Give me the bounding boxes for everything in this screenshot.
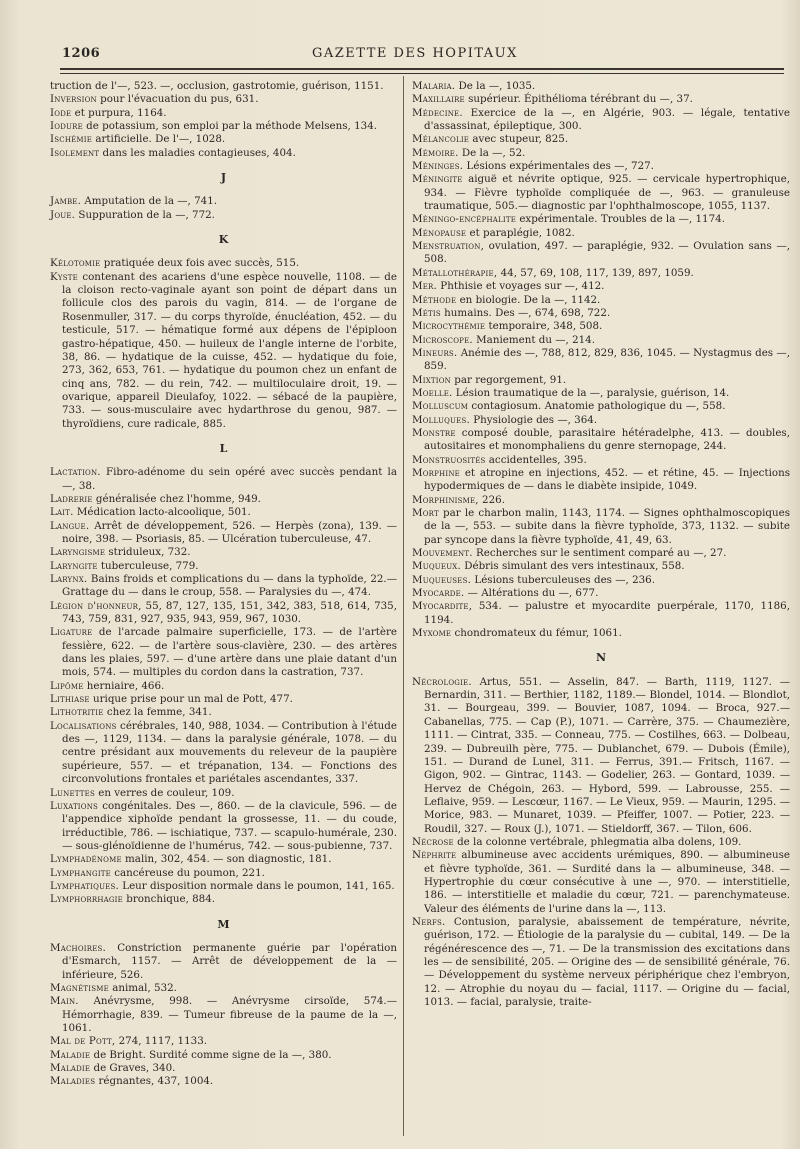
entry-text: De la —, 1035.: [455, 80, 536, 92]
entry-text: Exercice de la —, en Algérie, 903. — légale, tentative d'assassinat, épileptique, 300.: [424, 106, 790, 133]
index-entry: [50, 626, 397, 679]
entry-text: contagiosum. Anatomie pathologique du —, 558.: [468, 400, 726, 413]
entry-text: artificielle. De l'—, 1028.: [92, 133, 226, 146]
entry-text: contenant des acariens d'une espèce nouvelle, 1108. — de la cloison recto-vaginale ayant son point de départ dans un follicule clos des parois du vagin, 814. — de l'organe de Rosenmuller, 317. — du corps thyroïde, énucléation, 452. — du testicule, 517. — hématique formé aux dépens de l'épiploon gastro-hépatique, 450. — huileux de l'angle interne de l'orbite, 38, 86. — hydatique de la cuisse, 452. — hydatique du foie, 273, 362, 653, 761. — hydatique du poumon chez un enfant de cinq ans, 782. — du rein, 742. — multiloculaire droit, 19. — ovarique, appareil Dieulafoy, 1022. — sébacé de la paupière, 733. — sous-musculaire avec hydarthrose du genou, 987. — thyroïdiens, cure radicale, 885.: [62, 270, 397, 430]
entry-text: Fibro-adénome du sein opéré avec succès pendant la —, 38.: [62, 466, 397, 492]
entry-headword: Mouvement.: [412, 547, 473, 560]
entry-text: dans les maladies contagieuses, 404.: [99, 146, 296, 159]
index-entry: [50, 800, 397, 853]
entry-headword: Langue.: [50, 519, 90, 532]
entry-text: et purpura, 1164.: [71, 106, 167, 119]
entry-text: expérimentale. Troubles de la —, 1174.: [516, 213, 725, 226]
index-entry: [412, 676, 790, 836]
entry-text: Maniement du —, 214.: [472, 333, 595, 346]
entry-text: 55, 87, 127, 135, 151, 342, 383, 518, 614, 735, 743, 759, 831, 927, 935, 943, 959, 967, 1030.: [62, 599, 397, 626]
entry-headword: Ligature: [50, 626, 93, 639]
entry-text: Leur disposition normale dans le poumon, 141, 165.: [118, 879, 395, 892]
index-entry: [50, 853, 397, 866]
entry-headword: Iode: [50, 106, 72, 119]
section-letter: K: [218, 233, 229, 247]
index-entry: [412, 320, 790, 333]
entry-headword: Ménopause: [412, 226, 467, 239]
entry-text: généralisée chez l'homme, 949.: [92, 492, 261, 505]
entry-headword: Joue.: [50, 208, 76, 221]
entry-text: 534. — palustre et myocardite puerpérale, 1170, 1186, 1194.: [424, 600, 790, 626]
index-entry: [50, 195, 397, 208]
header-rule-thin: [60, 73, 784, 74]
entry-text: Amputation de la —, 741.: [81, 195, 218, 208]
entry-headword: Lait.: [50, 506, 74, 519]
index-entry: [50, 1075, 397, 1088]
entry-headword: Métis: [412, 306, 441, 319]
entry-text: humains. Des —, 674, 698, 722.: [440, 306, 611, 319]
index-entry: [412, 160, 790, 173]
entry-headword: Maladie: [50, 1048, 91, 1061]
entry-headword: Laryngite: [50, 559, 98, 572]
entry-headword: Méninges.: [412, 160, 464, 173]
section-letter: N: [595, 651, 607, 665]
entry-text: Lésions expérimentales des —, 727.: [463, 160, 654, 173]
entry-text: en verres de couleur, 109.: [94, 786, 235, 799]
entry-headword: Lunettes: [50, 786, 95, 799]
entry-text: 274, 1117, 1133.: [115, 1035, 208, 1048]
entry-headword: Lithotritie: [50, 706, 104, 719]
index-entry: [412, 374, 790, 387]
index-entry: [50, 80, 397, 93]
entry-headword: Maladies: [50, 1075, 96, 1088]
entry-headword: Lymphatiques.: [50, 879, 119, 892]
entry-headword: Nerfs.: [412, 915, 446, 928]
index-entry: [50, 133, 397, 146]
entry-headword: Mal de Pott,: [50, 1035, 116, 1048]
index-entry: [412, 227, 790, 240]
entry-headword: Moelle.: [412, 386, 453, 399]
page-number: 1206: [62, 46, 101, 61]
entry-text: chondromateux du fémur, 1061.: [451, 627, 622, 640]
entry-text: Constriction permanente guérie par l'opération d'Esmarch, 1157. — Arrêt de développement de la — inférieure, 526.: [62, 941, 397, 981]
index-entry: [412, 916, 790, 1009]
entry-text: tuberculeuse, 779.: [97, 559, 199, 572]
index-entry: [412, 294, 790, 307]
entry-headword: Ischémie: [50, 133, 93, 146]
entry-headword: Mixtion: [412, 373, 451, 386]
entry-text: de la colonne vertébrale, phlegmatia alba dolens, 109.: [453, 835, 742, 848]
entry-headword: Magnétisme: [50, 981, 109, 994]
index-entry: [412, 547, 790, 560]
entry-headword: Mort: [412, 507, 439, 519]
entry-headword: Malaria.: [412, 80, 456, 92]
entry-headword: Méningite: [412, 173, 463, 186]
index-entry: [50, 257, 397, 270]
entry-text: 44, 57, 69, 108, 117, 139, 897, 1059.: [497, 266, 694, 279]
entry-headword: Nécrose: [412, 835, 454, 848]
entry-text: urique prise pour un mal de Pott, 477.: [89, 693, 293, 706]
entry-text: cérébrales, 140, 988, 1034. — Contribution à l'étude des —, 1129, 1134. — dans la paralysie générale, 1078. — du centre présidant aux mouvements du releveur de la paupière supérieure, 557. — et trépanation, 134. — Fonctions des circonvolutions frontales et pariétales ascendantes, 337.: [62, 719, 397, 786]
index-entry: [50, 493, 397, 506]
entry-text: Physiologie des —, 364.: [469, 413, 598, 426]
index-entry: [412, 147, 790, 160]
entry-headword: Main.: [50, 995, 79, 1008]
index-entry: [412, 213, 790, 226]
entry-headword: Lactation.: [50, 466, 101, 479]
entry-headword: Kyste: [50, 270, 78, 283]
index-entry: [412, 387, 790, 400]
entry-headword: Localisations: [50, 719, 117, 732]
entry-headword: Larynx.: [50, 573, 88, 585]
index-entry: [412, 334, 790, 347]
entry-text: ovulation, 497. — paraplégie, 932. — Ovulation sans —, 508.: [424, 240, 790, 266]
entry-headword: Mineurs.: [412, 346, 458, 359]
entry-text: animal, 532.: [108, 981, 177, 994]
index-entry: [412, 507, 790, 547]
index-entry: [50, 787, 397, 800]
entry-headword: Isolement: [50, 146, 100, 159]
entry-text: avec stupeur, 825.: [469, 133, 569, 146]
entry-text: Bains froids et complications du — dans la typhoïde, 22.— Grattage du — dans le croup, 558. — Paralysies du —, 474.: [62, 573, 397, 599]
entry-headword: Molluques.: [412, 413, 470, 426]
entry-headword: Nécrologie.: [412, 675, 472, 688]
entry-text: de Graves, 340.: [90, 1062, 176, 1075]
index-entry: [50, 982, 397, 995]
entry-headword: Ladrerie: [50, 492, 93, 505]
index-entry: [50, 720, 397, 787]
page-header: [62, 44, 782, 68]
entry-headword: Kélotomie: [50, 257, 101, 270]
index-entry: [412, 587, 790, 600]
entry-text: temporaire, 348, 508.: [485, 320, 603, 333]
entry-headword: Maxillaire: [412, 93, 465, 106]
index-entry: [412, 414, 790, 427]
index-entry: [412, 173, 790, 213]
index-entry: [412, 107, 790, 134]
entry-headword: Néphrite: [412, 849, 457, 862]
entry-headword: Légion d'honneur,: [50, 599, 142, 612]
index-entry: [50, 546, 397, 559]
entry-text: par regorgement, 91.: [451, 373, 567, 386]
entry-text: aiguë et névrite optique, 925. — cervicale hypertrophique, 934. — Fièvre typhoïde compliquée de —, 963. — granuleuse traumatique, 505.— diagnostic par l'ophthalmoscope, 1055, 1137.: [424, 173, 790, 213]
entry-text: De la —, 52.: [458, 146, 526, 159]
entry-text: régnantes, 437, 1004.: [95, 1075, 214, 1088]
entry-text: — Altérations du —, 677.: [464, 587, 599, 600]
index-entry: [412, 560, 790, 573]
index-entry: [50, 600, 397, 627]
index-entry: [50, 209, 397, 222]
entry-headword: Méningo-encéphalite: [412, 213, 517, 226]
index-entry: [50, 147, 397, 160]
entry-text: de l'arcade palmaire superficielle, 173. — de l'artère fessière, 622. — de l'artère sous-clavière, 230. — des artères dans les plaies, 597. — d'une artère dans une plaie datant d'un mois, 574. — multiples du cordon dans la castration, 737.: [62, 626, 397, 679]
entry-headword: Méthode: [412, 293, 457, 306]
entry-text: de potassium, son emploi par la méthode Melsens, 134.: [82, 120, 378, 133]
index-entry: [50, 893, 397, 906]
section-letter: L: [219, 441, 228, 455]
entry-text: Recherches sur le sentiment comparé au —, 27.: [472, 547, 727, 560]
column-divider: [403, 76, 404, 1136]
index-entry: [50, 506, 397, 519]
index-entry: [412, 400, 790, 413]
entry-headword: Myocardite,: [412, 600, 473, 613]
index-entry: [50, 867, 397, 880]
index-entry: [50, 573, 397, 600]
entry-text: truction de l'—, 523. —, occlusion, gastrotomie, guérison, 1151.: [50, 80, 384, 92]
entry-headword: Monstre: [412, 426, 456, 439]
entry-headword: Muqueuses.: [412, 573, 472, 586]
entry-text: Débris simulant des vers intestinaux, 558.: [460, 560, 685, 573]
entry-headword: Menstruation,: [412, 240, 485, 253]
right-column: [412, 80, 790, 1009]
entry-headword: Métallothérapie,: [412, 266, 498, 279]
entry-text: Anévrysme, 998. — Anévrysme cirsoïde, 574.— Hémorrhagie, 839. — Tumeur fibreuse de la paume de la —, 1061.: [62, 995, 397, 1034]
entry-text: Suppuration de la —, 772.: [75, 208, 215, 221]
index-entry: [412, 267, 790, 280]
entry-text: par le charbon malin, 1143, 1174. — Signes ophthalmoscopiques de la —, 553. — subite dans la fièvre typhoïde, 373, 1132. — subite par syncope dans la fièvre typhoïde, 41, 49, 63.: [424, 507, 790, 546]
entry-text: Anémie des —, 788, 812, 829, 836, 1045. — Nystagmus des —, 859.: [424, 346, 790, 373]
entry-text: Contusion, paralysie, abaissement de température, névrite, guérison, 172. — Étiologie de la paralysie du — cubital, 149. — De la régénérescence des —, 71. — De la transmission des excitations dans les — de sensibilité, 205. — Origine des — de sensibilité générale, 76. — Développement du système nerveux périphérique chez l'embryon, 12. — Atrophie du noyau du — facial, 1117. — Origine du — facial, 1013. — facial, paralysie, traite-: [424, 915, 790, 1009]
entry-text: composé double, parasitaire hétéradelphe, 413. — doubles, autositaires et monomphaliens du genre sternopage, 244.: [424, 426, 790, 453]
index-entry: [412, 427, 790, 454]
entry-headword: Monstruosités: [412, 453, 486, 466]
index-entry: [50, 942, 397, 982]
entry-text: 226.: [478, 493, 505, 506]
left-column: [50, 80, 397, 1089]
entry-text: Arrêt de développement, 526. — Herpès (zona), 139. — noire, 398. — Psoriasis, 85. — Ulcération tuberculeuse, 47.: [62, 519, 397, 545]
entry-headword: Microcythémie: [412, 320, 486, 333]
entry-headword: Machoires.: [50, 941, 107, 954]
entry-text: chez la femme, 341.: [103, 706, 212, 719]
index-entry: [50, 93, 397, 106]
index-entry: [412, 307, 790, 320]
entry-headword: Inversion: [50, 93, 97, 106]
entry-text: pour l'évacuation du pus, 631.: [96, 93, 259, 106]
index-entry: [412, 240, 790, 267]
entry-headword: Lymphadénome: [50, 853, 122, 866]
index-entry: [412, 347, 790, 374]
index-entry: [412, 93, 790, 106]
entry-headword: Muqueux.: [412, 560, 461, 573]
entry-headword: Luxations: [50, 799, 99, 812]
entry-headword: Microscope.: [412, 333, 473, 346]
entry-text: pratiquée deux fois avec succès, 515.: [100, 257, 300, 270]
entry-headword: Iodure: [50, 120, 83, 133]
header-rule: [60, 68, 784, 70]
index-entry: [412, 467, 790, 494]
index-entry: [412, 574, 790, 587]
entry-headword: Médecine.: [412, 106, 463, 119]
entry-text: Lésions tuberculeuses des —, 236.: [471, 573, 655, 586]
entry-headword: Morphine: [412, 466, 460, 479]
index-entry: [412, 600, 790, 627]
index-entry: [412, 494, 790, 507]
entry-text: Artus, 551. — Asselin, 847. — Barth, 1119, 1127. — Bernardin, 311. — Berthier, 1182, 1189.— Blondel, 1014. — Blondlot, 31. — Bourgeau, 399. — Bouvier, 1087, 1094. — Broca, 927.— Cabanellas, 775. — Cap (P.), 1071. — Carrère, 375. — Chaumezière, 1111. — Cintrat, 335. — Conneau, 775. — Costilhes, 663. — Dolbeau, 239. — Dubreuilh père, 775. — Dublanchet, 679. — Dubois (Émile), 151. — Durand de Lunel, 311. — Ferrus, 391.— Fritsch, 1167. — Gigon, 902. — Gintrac, 1143. — Godelier, 263. — Gontard, 1039. — Hervez de Chégoin, 263. — Hybord, 599. — Labrousse, 255. — Leflaive, 959. — Lescœur, 1167. — Le Vieux, 959. — Maurin, 1295. — Morice, 983. — Munaret, 1039. — Pfeiffer, 1007. — Potier, 223. — Roudil, 327. — Roux (J.), 1071. — Stieldorff, 367. — Tilon, 606.: [424, 675, 790, 835]
entry-headword: Lithiase: [50, 693, 90, 706]
entry-text: striduleux, 732.: [105, 546, 191, 559]
entry-text: et paraplégie, 1082.: [466, 226, 575, 239]
index-entry: [412, 454, 790, 467]
entry-headword: Mer.: [412, 280, 437, 293]
section-letter: M: [217, 917, 230, 931]
entry-text: en biologie. De la —, 1142.: [456, 293, 601, 306]
entry-text: herniaire, 466.: [83, 679, 165, 692]
index-entry: [50, 880, 397, 893]
entry-text: Phthisie et voyages sur —, 412.: [437, 280, 605, 293]
index-entry: [50, 560, 397, 573]
index-entry: [50, 107, 397, 120]
index-entry: [50, 271, 397, 431]
entry-headword: Lymphangite: [50, 866, 111, 879]
index-entry: [412, 849, 790, 916]
entry-text: albumineuse avec accidents urémiques, 890. — albumineuse et fièvre typhoïde, 361. — Surdité dans la — albumineuse, 348. — Hypertrophie du cœur consécutive à une —, 970. — interstitielle, 186. — interstitielle et maladie du cœur, 721. — parenchymateuse. Valeur des éléments de l'urine dans la —, 113.: [424, 849, 790, 915]
index-entry: [50, 706, 397, 719]
index-entry: [412, 280, 790, 293]
index-entry: [50, 120, 397, 133]
entry-headword: Laryngisme: [50, 546, 106, 559]
entry-headword: Morphinisme,: [412, 493, 479, 506]
index-entry: [412, 627, 790, 640]
index-entry: [412, 836, 790, 849]
page-title: GAZETTE DES HOPITAUX: [312, 46, 518, 61]
entry-headword: Myxome: [412, 627, 452, 640]
entry-text: accidentelles, 395.: [485, 453, 587, 466]
entry-headword: Molluscum: [412, 400, 469, 413]
entry-headword: Lymphorrhagie: [50, 893, 123, 906]
entry-headword: Lipôme: [50, 679, 84, 692]
entry-text: malin, 302, 454. — son diagnostic, 181.: [121, 853, 332, 866]
index-entry: [50, 680, 397, 693]
index-entry: [50, 1035, 397, 1048]
entry-headword: Maladie: [50, 1062, 91, 1075]
entry-text: de Bright. Surdité comme signe de la —, 380.: [90, 1048, 332, 1061]
entry-text: supérieur. Épithélioma térébrant du —, 37.: [464, 93, 693, 106]
entry-headword: Jambe.: [50, 195, 82, 208]
index-entry: [50, 995, 397, 1035]
index-entry: [50, 466, 397, 493]
section-letter: J: [220, 171, 227, 185]
index-entry: [50, 693, 397, 706]
entry-headword: Mélancolie: [412, 133, 470, 146]
index-entry: [412, 133, 790, 146]
index-entry: [50, 1049, 397, 1062]
entry-text: Médication lacto-alcoolique, 501.: [73, 506, 251, 519]
entry-headword: Mémoire.: [412, 146, 459, 159]
entry-headword: Myocarde.: [412, 587, 465, 600]
index-entry: [412, 80, 790, 93]
index-entry: [50, 520, 397, 547]
entry-text: Lésion traumatique de la —, paralysie, guérison, 14.: [452, 386, 730, 399]
entry-text: congénitales. Des —, 860. — de la clavicule, 596. — de l'appendice xiphoïde pendant la grossesse, 11. — du coude, irréductible, 786. — ischiatique, 737. — scapulo-humérale, 230. — sous-glénoïdienne de l'humérus, 742. — sous-pubienne, 737.: [62, 799, 397, 852]
entry-text: cancéreuse du poumon, 221.: [110, 866, 265, 879]
index-entry: [50, 1062, 397, 1075]
entry-text: bronchique, 884.: [122, 893, 216, 906]
entry-text: et atropine en injections, 452. — et rétine, 45. — Injections hypodermiques de — dans le diabète insipide, 1049.: [424, 466, 790, 493]
